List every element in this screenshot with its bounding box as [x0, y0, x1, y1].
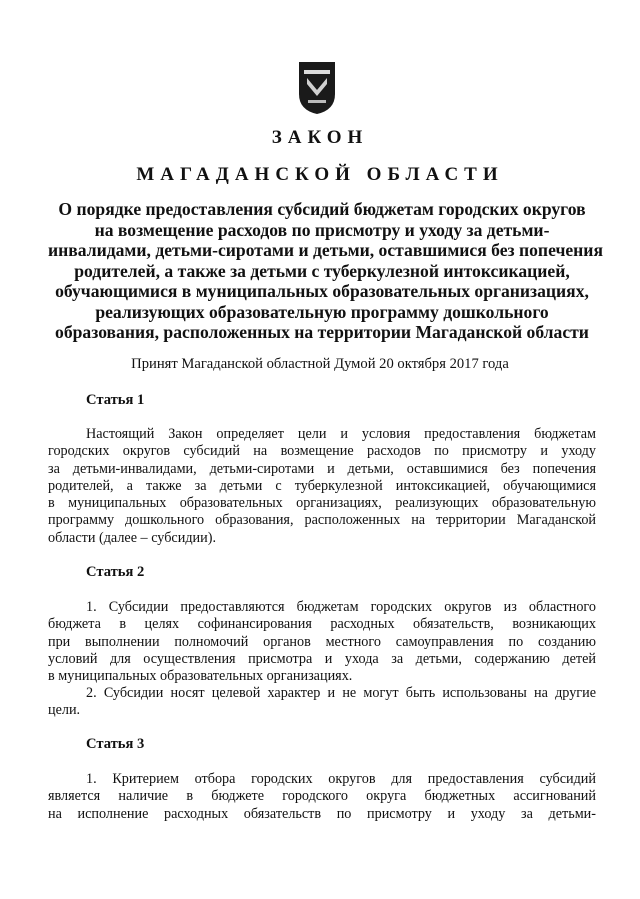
- text-line: городских округов субсидий на возмещение расходов по присмотру и уходу: [48, 443, 596, 460]
- article-2-paragraph-2: [48, 685, 596, 720]
- text-line: 2. Субсидии носят целевой характер и не могут быть использованы на другие: [86, 685, 596, 701]
- title-line: реализующих образовательную программу дошкольного: [95, 301, 549, 322]
- adoption-note: Принят Магаданской областной Думой 20 октября 2017 года: [131, 356, 509, 372]
- text-line: на исполнение расходных обязательств по присмотру и уходу за детьми-: [48, 805, 596, 822]
- text-line: Настоящий Закон определяет цели и условия предоставления бюджетам: [86, 426, 596, 442]
- title-line: О порядке предоставления субсидий бюджетам городских округов: [58, 199, 586, 219]
- article-2-paragraph-1: [48, 599, 596, 685]
- law-title: [48, 199, 603, 343]
- article-2-heading: Статья 2: [86, 564, 145, 580]
- article-1-heading: Статья 1: [86, 392, 145, 408]
- text-line: родителей, а также за детьми с туберкулезной интоксикацией, обучающимися: [48, 477, 596, 494]
- article-3-paragraph: [48, 771, 596, 823]
- text-line: программу дошкольного образования, расположенных на территории Магаданской: [48, 512, 596, 529]
- text-line: бюджета в целях софинансирования расходных обязательств, возникающих: [48, 616, 596, 633]
- region-heading: МАГАДАНСКОЙ ОБЛАСТИ: [136, 164, 504, 185]
- title-line: образования, расположенных на территории Магаданской области: [55, 322, 589, 342]
- text-line: 1. Субсидии предоставляются бюджетам городских округов из областного: [86, 599, 596, 615]
- title-line: инвалидами, детьми-сиротами и детьми, оставшимися без попечения: [48, 240, 603, 260]
- text-line: в муниципальных образовательных организациях.: [48, 668, 353, 685]
- title-line: родителей, а также за детьми с туберкулезной интоксикацией,: [74, 260, 570, 281]
- text-line: условий для осуществления присмотра и ухода за детьми, содержанию детей: [48, 650, 596, 667]
- text-line: является наличие в бюджете городского округа бюджетных ассигнований: [48, 788, 596, 805]
- article-1-paragraph: [48, 426, 596, 547]
- text-line: цели.: [48, 702, 81, 719]
- text-line: 1. Критерием отбора городских округов для предоставления субсидий: [86, 771, 596, 787]
- text-line: в муниципальных образовательных организациях, реализующих образовательную: [48, 495, 596, 512]
- title-line: на возмещение расходов по присмотру и уходу за детьми-: [94, 219, 550, 240]
- title-line: обучающимися в муниципальных образовательных организациях,: [55, 281, 589, 301]
- text-line: за детьми-инвалидами, детьми-сиротами и детьми, оставшимися без попечения: [48, 460, 596, 477]
- coat-of-arms-icon: [297, 60, 337, 116]
- law-heading: ЗАКОН: [271, 127, 369, 148]
- text-line: области (далее – субсидии).: [48, 529, 216, 546]
- text-line: при выполнении полномочий органов местного самоуправления по созданию: [48, 633, 596, 650]
- article-3-heading: Статья 3: [86, 736, 145, 752]
